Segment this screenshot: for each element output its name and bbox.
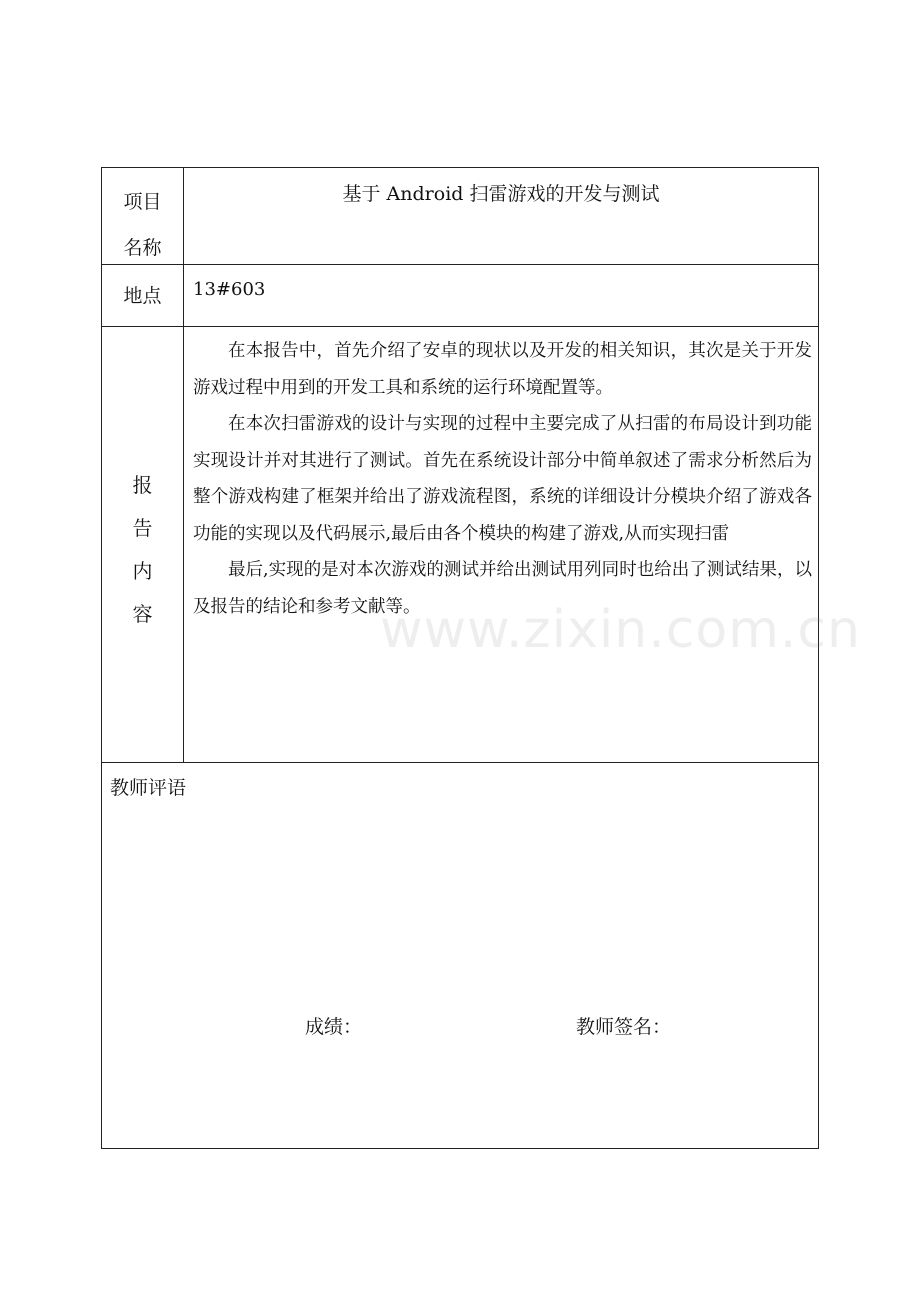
report-paragraph-2: 在本次扫雷游戏的设计与实现的过程中主要完成了从扫雷的布局设计到功能实现设计并对其进行了测试。首先在系统设计部分中简单叙述了需求分析然后为整个游戏构建了框架并给出了游戏流程图，系统的详细设计分模块介绍了游戏各功能的实现以及代码展示,最后由各个模块的构建了游戏,从而实现扫雷 — [193, 414, 812, 544]
report-paragraph-1: 在本报告中，首先介绍了安卓的现状以及开发的相关知识，其次是关于开发游戏过程中用到的开发工具和系统的运行环境配置等。 — [193, 341, 812, 398]
report-content-label — [102, 327, 184, 762]
report-label-char: 容 — [132, 602, 153, 626]
location-label: 地点 — [102, 265, 184, 326]
location-row — [102, 265, 818, 327]
project-name-label — [102, 168, 184, 264]
report-label-char: 报 — [132, 473, 153, 497]
teacher-signature-label: 教师签名： — [576, 1016, 672, 1038]
watermark: www.zixin.com.cn — [380, 600, 861, 660]
project-name-value: 基于 Android 扫雷游戏的开发与测试 — [342, 183, 660, 205]
report-form-table — [101, 167, 819, 1149]
teacher-comment-title: 教师评语 — [110, 777, 187, 799]
report-content-row — [102, 327, 818, 763]
project-name-label-line1: 项目 — [123, 191, 162, 213]
teacher-comment-row — [102, 763, 818, 1148]
project-name-row — [102, 168, 818, 265]
project-name-label-line2: 名称 — [123, 237, 162, 259]
report-content-body — [184, 327, 818, 762]
report-label-char: 内 — [132, 559, 153, 583]
location-value: 13#603 — [193, 279, 266, 300]
score-label: 成绩： — [305, 1016, 363, 1038]
report-paragraph-3: 最后,实现的是对本次游戏的测试并给出测试用列同时也给出了测试结果，以及报告的结论和参考文献等。 — [193, 560, 812, 617]
report-label-char: 告 — [132, 516, 153, 540]
